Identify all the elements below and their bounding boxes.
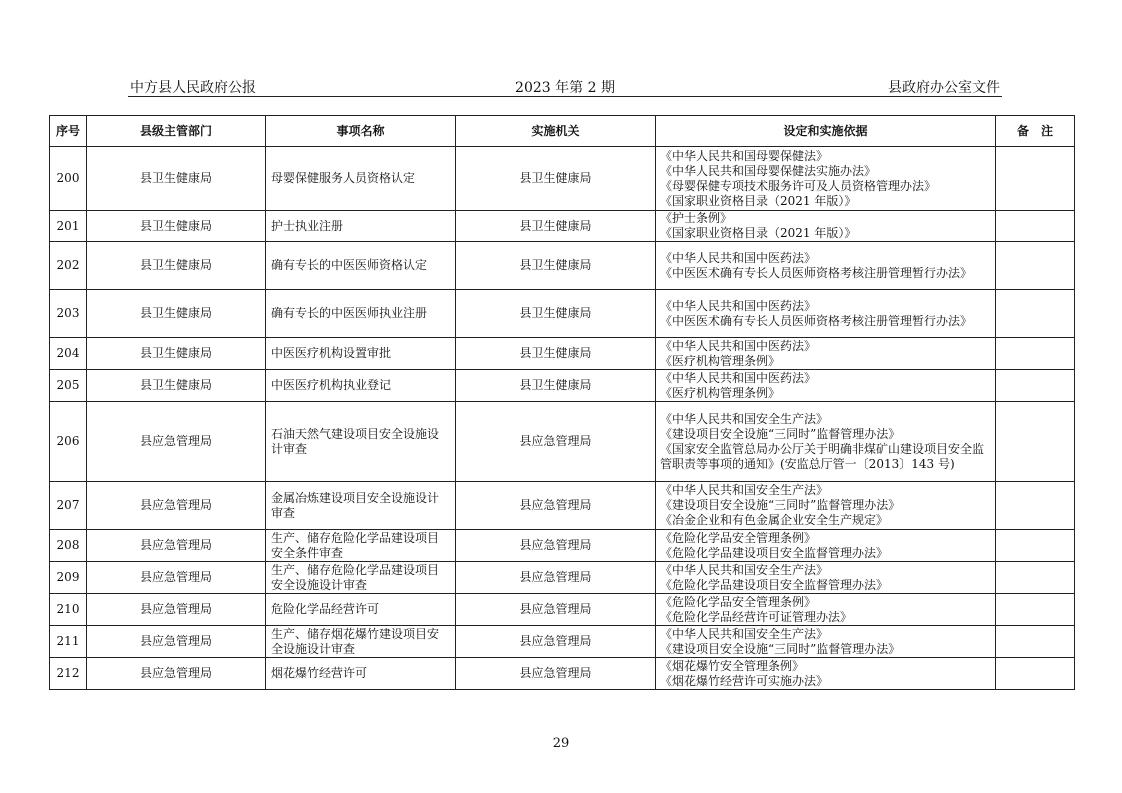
table-row: [50, 370, 1075, 402]
cell-agency: 县应急管理局: [456, 482, 656, 530]
basis-line: 《中华人民共和国安全生产法》: [660, 411, 829, 426]
cell-note: [996, 370, 1075, 402]
cell-item-name: 石油天然气建设项目安全设施设计审查: [266, 402, 456, 482]
cell-item-name: 危险化学品经营许可: [266, 594, 456, 626]
basis-line: 《中华人民共和国母婴保健法》: [660, 148, 829, 163]
table-row: [50, 626, 1075, 658]
cell-department: 县卫生健康局: [87, 147, 266, 211]
table-row: [50, 242, 1075, 290]
cell-agency: 县卫生健康局: [456, 338, 656, 370]
cell-basis: [656, 370, 996, 402]
table-row: [50, 211, 1075, 242]
cell-department: 县卫生健康局: [87, 370, 266, 402]
cell-item-name: 确有专长的中医医师执业注册: [266, 290, 456, 338]
cell-number: 204: [50, 338, 87, 370]
cell-agency: 县卫生健康局: [456, 147, 656, 211]
basis-line: 《中华人民共和国中医药法》: [660, 370, 817, 385]
cell-agency: 县应急管理局: [456, 626, 656, 658]
basis-line: 《中华人民共和国安全生产法》: [660, 626, 829, 641]
cell-note: [996, 290, 1075, 338]
basis-line: 《建设项目安全设施“三同时”监督管理办法》: [660, 426, 901, 441]
cell-agency: 县应急管理局: [456, 562, 656, 594]
basis-line: 《中华人民共和国中医药法》: [660, 338, 817, 353]
cell-note: [996, 530, 1075, 562]
cell-basis: [656, 594, 996, 626]
table-row: [50, 594, 1075, 626]
cell-department: 县应急管理局: [87, 626, 266, 658]
basis-line: 《建设项目安全设施“三同时”监督管理办法》: [660, 641, 901, 656]
cell-basis: [656, 211, 996, 242]
table-row: [50, 530, 1075, 562]
cell-department: 县应急管理局: [87, 562, 266, 594]
cell-item-name: 中医医疗机构设置审批: [266, 338, 456, 370]
cell-agency: 县卫生健康局: [456, 290, 656, 338]
cell-agency: 县卫生健康局: [456, 370, 656, 402]
cell-basis: [656, 482, 996, 530]
table-row: [50, 562, 1075, 594]
basis-line: 《护士条例》: [660, 211, 733, 225]
basis-line: 《医疗机构管理条例》: [660, 385, 781, 400]
basis-line: 《中华人民共和国中医药法》: [660, 250, 817, 265]
basis-line: 《危险化学品安全管理条例》: [660, 530, 817, 545]
cell-number: 202: [50, 242, 87, 290]
basis-line: 《危险化学品建设项目安全监督管理办法》: [660, 577, 889, 592]
cell-department: 县卫生健康局: [87, 338, 266, 370]
cell-number: 201: [50, 211, 87, 242]
table-row: [50, 482, 1075, 530]
cell-basis: [656, 626, 996, 658]
table-row: [50, 290, 1075, 338]
cell-item-name: 中医医疗机构执业登记: [266, 370, 456, 402]
table-header-row: [50, 116, 1075, 147]
basis-line: 《冶金企业和有色金属企业安全生产规定》: [660, 513, 889, 527]
cell-department: 县应急管理局: [87, 658, 266, 690]
cell-note: [996, 562, 1075, 594]
basis-line: 《中华人民共和国安全生产法》: [660, 562, 829, 577]
table-row: [50, 147, 1075, 211]
cell-department: 县卫生健康局: [87, 290, 266, 338]
basis-line: 《国家职业资格目录（2021 年版）》: [660, 226, 857, 240]
basis-line: 《危险化学品经营许可证管理办法》: [660, 609, 853, 624]
basis-line: 《国家职业资格目录（2021 年版）》: [660, 193, 857, 208]
basis-line: 《危险化学品安全管理条例》: [660, 594, 817, 609]
basis-line: 《危险化学品建设项目安全监督管理办法》: [660, 545, 889, 560]
cell-basis: [656, 530, 996, 562]
cell-basis: [656, 658, 996, 690]
basis-line: 《国家安全监管总局办公厅关于明确非煤矿山建设项目安全监管职责等事项的通知》(安监总厅管一〔2013〕143 号): [660, 441, 985, 471]
cell-item-name: 母婴保健服务人员资格认定: [266, 147, 456, 211]
cell-department: 县卫生健康局: [87, 211, 266, 242]
approval-items-table: [49, 115, 1075, 690]
cell-basis: [656, 562, 996, 594]
cell-agency: 县应急管理局: [456, 658, 656, 690]
basis-line: 《母婴保健专项技术服务许可及人员资格管理办法》: [660, 178, 937, 193]
cell-department: 县应急管理局: [87, 530, 266, 562]
cell-department: 县卫生健康局: [87, 242, 266, 290]
cell-note: [996, 211, 1075, 242]
cell-note: [996, 482, 1075, 530]
page-header: [128, 76, 1002, 97]
page-number: 29: [552, 736, 570, 751]
cell-item-name: 生产、储存危险化学品建设项目安全条件审查: [266, 530, 456, 562]
col-header-basis: 设定和实施依据: [656, 116, 996, 147]
col-header-note: 备 注: [996, 116, 1075, 147]
cell-number: 212: [50, 658, 87, 690]
cell-number: 200: [50, 147, 87, 211]
basis-line: 《中医医术确有专长人员医师资格考核注册管理暂行办法》: [660, 265, 973, 280]
cell-item-name: 烟花爆竹经营许可: [266, 658, 456, 690]
cell-agency: 县应急管理局: [456, 530, 656, 562]
issue-number: 2023 年第 2 期: [515, 80, 615, 96]
cell-agency: 县卫生健康局: [456, 242, 656, 290]
cell-note: [996, 658, 1075, 690]
cell-department: 县应急管理局: [87, 482, 266, 530]
cell-basis: [656, 402, 996, 482]
cell-department: 县应急管理局: [87, 594, 266, 626]
basis-line: 《中医医术确有专长人员医师资格考核注册管理暂行办法》: [660, 313, 973, 328]
cell-number: 203: [50, 290, 87, 338]
table-row: [50, 338, 1075, 370]
cell-number: 206: [50, 402, 87, 482]
gazette-title: 中方县人民政府公报: [130, 80, 256, 96]
cell-item-name: 生产、储存烟花爆竹建设项目安全设施设计审查: [266, 626, 456, 658]
basis-line: 《中华人民共和国母婴保健法实施办法》: [660, 163, 877, 178]
cell-note: [996, 626, 1075, 658]
cell-item-name: 确有专长的中医医师资格认定: [266, 242, 456, 290]
cell-basis: [656, 338, 996, 370]
cell-agency: 县卫生健康局: [456, 211, 656, 242]
cell-note: [996, 147, 1075, 211]
basis-line: 《烟花爆竹安全管理条例》: [660, 658, 805, 673]
cell-item-name: 护士执业注册: [266, 211, 456, 242]
col-header-no: 序号: [50, 116, 87, 147]
col-header-dept: 县级主管部门: [87, 116, 266, 147]
basis-line: 《建设项目安全设施“三同时”监督管理办法》: [660, 498, 901, 512]
cell-number: 211: [50, 626, 87, 658]
cell-note: [996, 338, 1075, 370]
cell-number: 208: [50, 530, 87, 562]
table-body: [50, 147, 1075, 690]
basis-line: 《中华人民共和国安全生产法》: [660, 483, 829, 497]
col-header-agency: 实施机关: [456, 116, 656, 147]
document-category: 县政府办公室文件: [888, 80, 1000, 96]
table-row: [50, 658, 1075, 690]
cell-basis: [656, 147, 996, 211]
table-row: [50, 402, 1075, 482]
cell-number: 205: [50, 370, 87, 402]
cell-note: [996, 594, 1075, 626]
cell-number: 209: [50, 562, 87, 594]
cell-item-name: 金属冶炼建设项目安全设施设计审查: [266, 482, 456, 530]
basis-line: 《医疗机构管理条例》: [660, 353, 781, 368]
cell-note: [996, 242, 1075, 290]
cell-department: 县应急管理局: [87, 402, 266, 482]
basis-line: 《烟花爆竹经营许可实施办法》: [660, 673, 829, 688]
cell-agency: 县应急管理局: [456, 402, 656, 482]
cell-basis: [656, 290, 996, 338]
basis-line: 《中华人民共和国中医药法》: [660, 298, 817, 313]
cell-note: [996, 402, 1075, 482]
cell-basis: [656, 242, 996, 290]
cell-number: 210: [50, 594, 87, 626]
cell-number: 207: [50, 482, 87, 530]
cell-item-name: 生产、储存危险化学品建设项目安全设施设计审查: [266, 562, 456, 594]
cell-agency: 县应急管理局: [456, 594, 656, 626]
col-header-item: 事项名称: [266, 116, 456, 147]
